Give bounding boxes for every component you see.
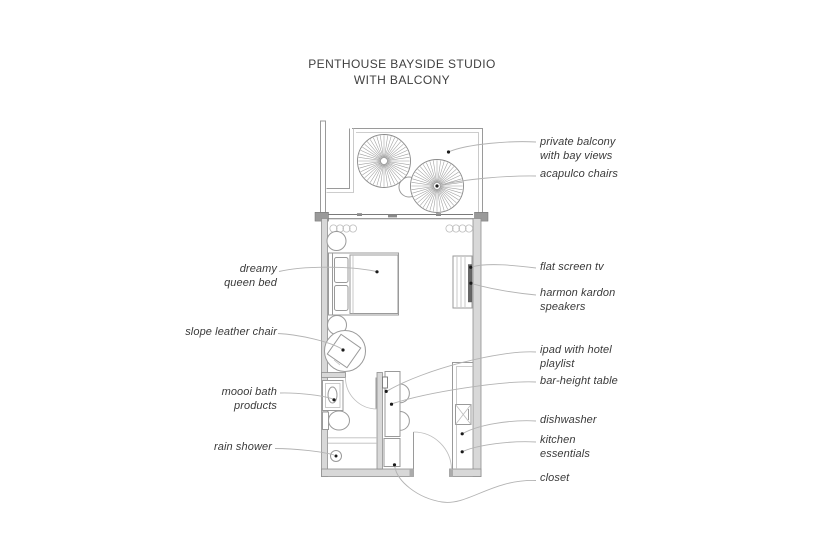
label-line: bar-height table: [540, 375, 618, 387]
label-harmon-kardon: [540, 287, 615, 314]
vanity-sink: [323, 381, 344, 411]
anchor-queen-bed: [375, 270, 378, 273]
plan-title-line1: PENTHOUSE BAYSIDE STUDIO: [308, 57, 496, 71]
window-mullion: [357, 213, 362, 216]
anchor-private-balcony: [447, 150, 450, 153]
label-line: kitchen: [540, 434, 576, 446]
door-swing-arc: [346, 378, 378, 410]
label-line: slope leather chair: [185, 326, 277, 338]
label-dishwasher: [540, 414, 597, 428]
sliding-door-handle: [388, 215, 397, 218]
label-private-balcony: [540, 136, 616, 163]
label-line: closet: [540, 472, 570, 484]
door-jamb-right: [450, 469, 454, 477]
label-moooi-bath-products: [222, 386, 277, 413]
label-line: dishwasher: [540, 414, 597, 426]
anchor-flat-screen-tv: [469, 266, 472, 269]
label-line: dreamy: [239, 263, 277, 275]
window-mullion: [436, 213, 441, 216]
label-line: with bay views: [540, 149, 613, 162]
bathroom-door: [346, 378, 378, 410]
label-flat-screen-tv: [540, 261, 604, 275]
anchor-harmon-kardon: [469, 282, 472, 285]
window-wall: [315, 212, 488, 221]
label-kitchen-essentials: [540, 434, 590, 461]
label-slope-leather-chair: [185, 326, 277, 340]
leader-ipad: [388, 352, 537, 391]
slope-leather-chair: [325, 331, 366, 372]
right-wall: [473, 219, 481, 477]
label-acapulco-chairs: [540, 168, 618, 182]
acapulco-chair-1: [358, 135, 411, 188]
label-line: products: [234, 399, 277, 412]
bottom-wall-right: [450, 469, 482, 477]
label-bar-height-table: [540, 375, 618, 389]
label-line: queen bed: [224, 276, 277, 289]
bathroom-east-wall: [377, 373, 383, 470]
door-jamb-left: [410, 469, 414, 477]
bathroom-wall-stub: [322, 373, 346, 378]
label-line: acapulco chairs: [540, 168, 618, 180]
anchor-acapulco-chairs: [435, 184, 438, 187]
label-line: rain shower: [214, 441, 272, 453]
entry-door: [414, 432, 452, 470]
queen-bed: [329, 253, 399, 315]
plan-title-line2: WITH BALCONY: [353, 73, 451, 87]
balcony-left-wall: [321, 121, 326, 213]
anchor-rain-shower: [335, 455, 338, 458]
label-line: playlist: [540, 357, 575, 370]
label-line: ipad with hotel: [540, 344, 612, 356]
curtain-right: [446, 225, 473, 232]
label-line: flat screen tv: [540, 261, 604, 273]
toilet: [323, 411, 350, 430]
pillow: [335, 286, 349, 311]
shower-divider: [328, 438, 377, 443]
dishwasher-box: [456, 405, 472, 425]
pillow: [335, 258, 349, 283]
label-line: essentials: [540, 447, 590, 460]
leader-harmon-kardon: [472, 284, 536, 295]
balcony: [321, 121, 483, 214]
anchor-kitchen-essentials: [461, 450, 464, 453]
duvet: [350, 255, 398, 314]
ipad-stand: [383, 377, 388, 388]
label-line: private balcony: [540, 136, 616, 148]
label-line: speakers: [540, 300, 586, 313]
label-rain-shower: [214, 441, 272, 455]
anchor-dishwasher: [461, 432, 464, 435]
label-line: harmon kardon: [540, 287, 616, 299]
bottom-wall-left: [322, 469, 414, 477]
anchor-closet: [393, 463, 396, 466]
entry-door-arc: [414, 432, 452, 470]
label-dreamy-queen-bed: [224, 263, 277, 290]
bar-stool-2: [400, 412, 409, 431]
anchor-moooi-bath: [332, 398, 335, 401]
anchor-slope-chair: [341, 348, 344, 351]
label-ipad-playlist: [540, 344, 612, 371]
curtain-left: [330, 225, 357, 232]
leader-flat-screen-tv: [472, 265, 536, 268]
tv-console: [453, 256, 472, 308]
closet-unit: [384, 439, 400, 467]
label-closet: [540, 472, 569, 486]
leader-bar-table: [393, 382, 537, 404]
anchor-bar-table: [390, 403, 393, 406]
anchor-ipad: [385, 390, 388, 393]
label-line: moooi bath: [221, 386, 277, 398]
nightstand-top: [327, 232, 346, 251]
leader-private-balcony: [450, 142, 537, 152]
